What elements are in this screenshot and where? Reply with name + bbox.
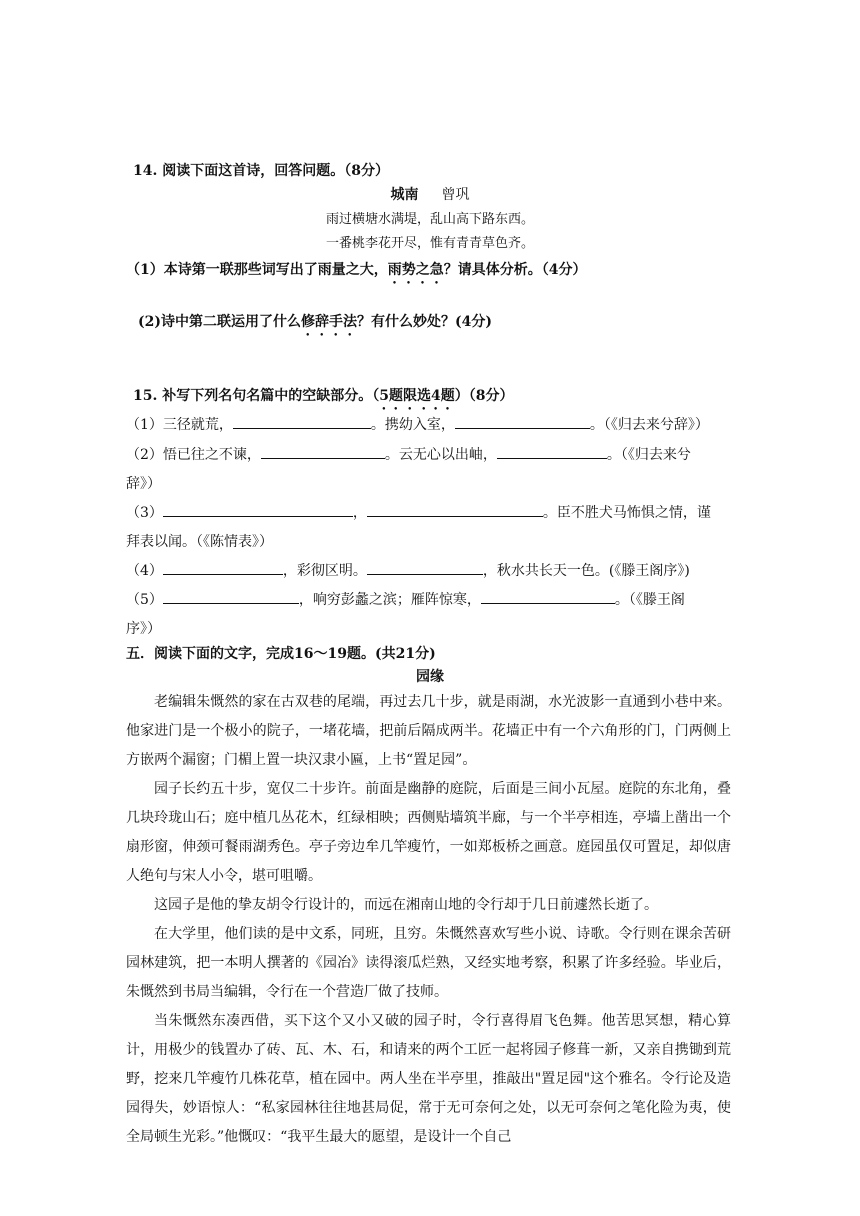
q14-sub1-text-a: （1）本诗第一联那些词写出了雨量之大， (126, 262, 388, 278)
article-paragraph-1: 老编辑朱慨然的家在古双巷的尾端，再过去几十步，就是雨湖，水光波影一直通到小巷中来。他家进门是一个极小的院子，一堵花墙，把前后隔成两半。花墙正中有一个六角形的门，门两侧上方嵌两个漏窗；门楣上置一块汉隶小匾，上书“置足园”。 (126, 694, 731, 768)
blank-2a[interactable] (261, 444, 385, 459)
blank-5a[interactable] (163, 589, 299, 604)
article-paragraph-4: 在大学里，他们读的是中文系，同班，且穷。朱慨然喜欢写些小说、诗歌。令行则在课余苦研园林建筑，把一本明人撰著的《园冶》读得滚瓜烂熟，又经实地考察，积累了许多经验。毕业后，朱慨然到书局当编辑，令行在一个营造厂做了技师。 (126, 926, 731, 1000)
q14-sub1-emphasis: 雨势之急 (387, 262, 444, 278)
q15-heading-c: ）（8分） (454, 388, 514, 404)
q15-item4-text-b: ，彩彻区明。 (282, 563, 367, 579)
q15-item2-text-a: （2）悟已往之不谏， (126, 447, 261, 463)
q14-sub2-text-c: ？有什么妙处？(4分) (357, 314, 492, 330)
q15-item1-text-b: 。携幼入室， (370, 417, 455, 433)
q14-heading: 14. 阅读下面这首诗，回答问题。（8分） (133, 163, 389, 179)
q15-item-4 (126, 560, 690, 582)
q15-item1-text-a: （1）三径就荒， (126, 417, 233, 433)
q15-item3-text-b: ， (352, 505, 367, 521)
q14-sub1-text-c: ？请具体分析。（4分） (443, 262, 587, 278)
blank-1b[interactable] (455, 414, 590, 429)
q15-item5-text-c: 。（《滕王阁 (614, 592, 685, 608)
blank-4a[interactable] (163, 560, 283, 575)
q15-item-1 (126, 414, 709, 436)
q15-item1-text-c: 。（《归去来兮辞》） (589, 417, 709, 433)
q15-heading-a: 15. 补写下列名句名篇中的空缺部分。（ (133, 388, 380, 404)
poem-title: 城南 (390, 187, 419, 203)
q14-sub2 (138, 311, 492, 339)
blank-4b[interactable] (367, 560, 483, 575)
q15-item-3 (126, 502, 711, 524)
q15-item-5-cont: 序》） (126, 621, 161, 637)
q15-item4-text-c: ，秋水共长天一色。(《滕王阁序》) (482, 563, 690, 579)
article-paragraph-3: 这园子是他的挚友胡令行设计的，而远在湘南山地的令行却于几日前遽然长逝了。 (154, 897, 658, 913)
article-paragraph-5: 当朱慨然东凑西借，买下这个又小又破的园子时，令行喜得眉飞色舞。他苦思冥想，精心算计，用极少的钱置办了砖、瓦、木、石，和请来的两个工匠一起将园子修葺一新，又亲自携锄到荒野，挖来几竿瘦竹几株花草，植在园中。两人坐在半亭里，推敲出"置足园"这个雅名。令行论及造园得失，妙语惊人：“私家园林往往地甚局促，常于无可奈何之处，以无可奈何之笔化险为夷，使全局顿生光彩。”他慨叹：“我平生最大的愿望，是设计一个自己 (126, 1013, 731, 1145)
q15-item-5 (126, 589, 685, 611)
blank-5b[interactable] (481, 589, 615, 604)
q15-item-3-cont: 拜表以闻。（《陈情表》） (126, 534, 273, 550)
q15-item4-text-a: （4） (126, 563, 163, 579)
blank-3a[interactable] (163, 502, 353, 517)
article-paragraph-2: 园子长约五十步，宽仅二十步许。前面是幽静的庭院，后面是三间小瓦屋。庭院的东北角，叠几块玲珑山石；庭中植几丛花木，红绿相映；西侧贴墙筑半廊，与一个半亭相连，亭墙上凿出一个扇形窗，伸颈可餐雨湖秀色。亭子旁边牟几竿瘦竹，一如郑板桥之画意。庭园虽仅可置足，却似唐人绝句与宋人小令，堪可咀嚼。 (126, 781, 731, 884)
q14-sub1 (126, 259, 587, 287)
poem-line-2: 一番桃李花开尽，惟有青青草色齐。 (325, 236, 534, 251)
q15-heading-emphasis: 5题限选4题 (379, 388, 455, 404)
poem-author: 曾巩 (441, 187, 470, 203)
poem-line-1: 雨过横塘水满堤，乱山高下路东西。 (325, 212, 534, 227)
q15-item3-text-c: 。臣不胜犬马怖惧之情，谨 (542, 505, 711, 521)
q14-sub2-emphasis: 修辞手法 (301, 314, 357, 330)
q15-item5-text-b: ，响穷彭蠡之滨；雁阵惊寒， (298, 592, 481, 608)
poem-title-line (0, 184, 860, 206)
q15-item5-text-a: （5） (126, 592, 163, 608)
article-title: 园缘 (416, 669, 444, 685)
blank-2b[interactable] (497, 444, 607, 459)
q15-item2-text-c: 。（《归去来兮 (606, 447, 691, 463)
section5-heading: 五．阅读下面的文字，完成16～19题。(共21分) (126, 646, 436, 662)
q15-heading (133, 385, 513, 413)
blank-3b[interactable] (367, 502, 543, 517)
q15-item2-text-b: 。云无心以出岫， (384, 447, 497, 463)
q15-item-2-cont: 辞》） (126, 476, 161, 492)
q15-item3-text-a: （3） (126, 505, 163, 521)
q14-sub2-text-a: (2)诗中第二联运用了什么 (138, 314, 301, 330)
blank-1a[interactable] (233, 414, 371, 429)
q15-item-2 (126, 444, 691, 466)
